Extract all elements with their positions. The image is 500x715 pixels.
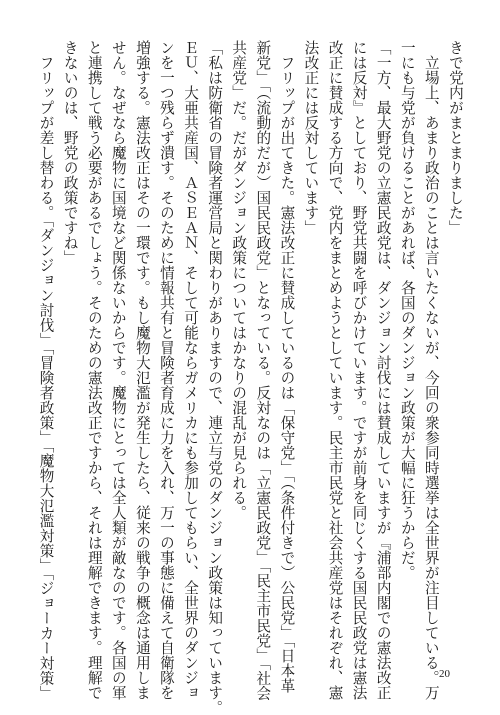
text-column: 増強する。憲法改正はその一環です。もし魔物大氾濫が発生したら、従来の戦争の概念は通用しま bbox=[133, 40, 151, 700]
text-column: せん。なぜなら魔物に国境など関係ないからです。魔物にとっては全人類が敵なのです。各国の軍 bbox=[109, 40, 127, 700]
text-column: 「私は防衛省の冒険者運営局と関わりがありますので、連立与党のダンジョン政策は知っています。 bbox=[206, 40, 224, 715]
text-column: 一にも与党が負けることがあれば、各国のダンジョン政策が大幅に狂うからだ。 bbox=[398, 40, 416, 580]
page-number: 20 bbox=[439, 668, 450, 680]
text-column: 「一方、最大野党の立憲民政党は、ダンジョン討伐には賛成していますが『浦部内閣での憲法改正 bbox=[374, 40, 392, 700]
text-column: と連携して戦う必要があるでしょう。そのための憲法改正ですから、それは理解できます。理解で bbox=[85, 40, 103, 700]
text-column: きないのは、野党の政策ですね」 bbox=[61, 40, 79, 265]
text-column: 新党」「（流動的だが）国民民政党」となっている。反対なのは「立憲民政党」「民主市民党」「社会 bbox=[254, 40, 272, 701]
text-column: 法改正には反対しています」 bbox=[302, 40, 320, 235]
text-column: 改正に賛成する方向で、党内をまとめようとしています。民主市民党と社会共産党はそれぞれ、憲 bbox=[326, 40, 344, 700]
text-column: きで党内がまとまりました」 bbox=[446, 40, 464, 235]
text-column: フリップが出てきた。憲法改正に賛成しているのは「保守党」「（条件付きで）公民党」「日本革 bbox=[278, 40, 296, 694]
text-column: 共産党」だ。だがダンジョン政策についてはかなりの混乱が見られる。 bbox=[230, 40, 248, 520]
text-column: フリップが差し替わる。「ダンジョン討伐」「冒険者政策」「魔物大氾濫対策」「ジョーカー対策」 bbox=[37, 40, 55, 701]
text-column: ＥＵ、大亜共産国、ＡＳＥＡＮ、そして可能ならガメリカにも参加してもらい、全世界のダンジョ bbox=[182, 40, 200, 700]
text-column: ンを一つ残らず潰す。そのために情報共有と冒険者育成に力を入れ、万一の事態に備えて自衛隊を bbox=[157, 40, 175, 700]
text-column: 立場上、あまり政治のことは言いたくないが、今回の衆参同時選挙は全世界が注目している。万 bbox=[422, 40, 440, 700]
text-column: には反対』としており、野党共闘を呼びかけています。ですが前身を同じくする国民民政党は憲法 bbox=[350, 40, 368, 700]
